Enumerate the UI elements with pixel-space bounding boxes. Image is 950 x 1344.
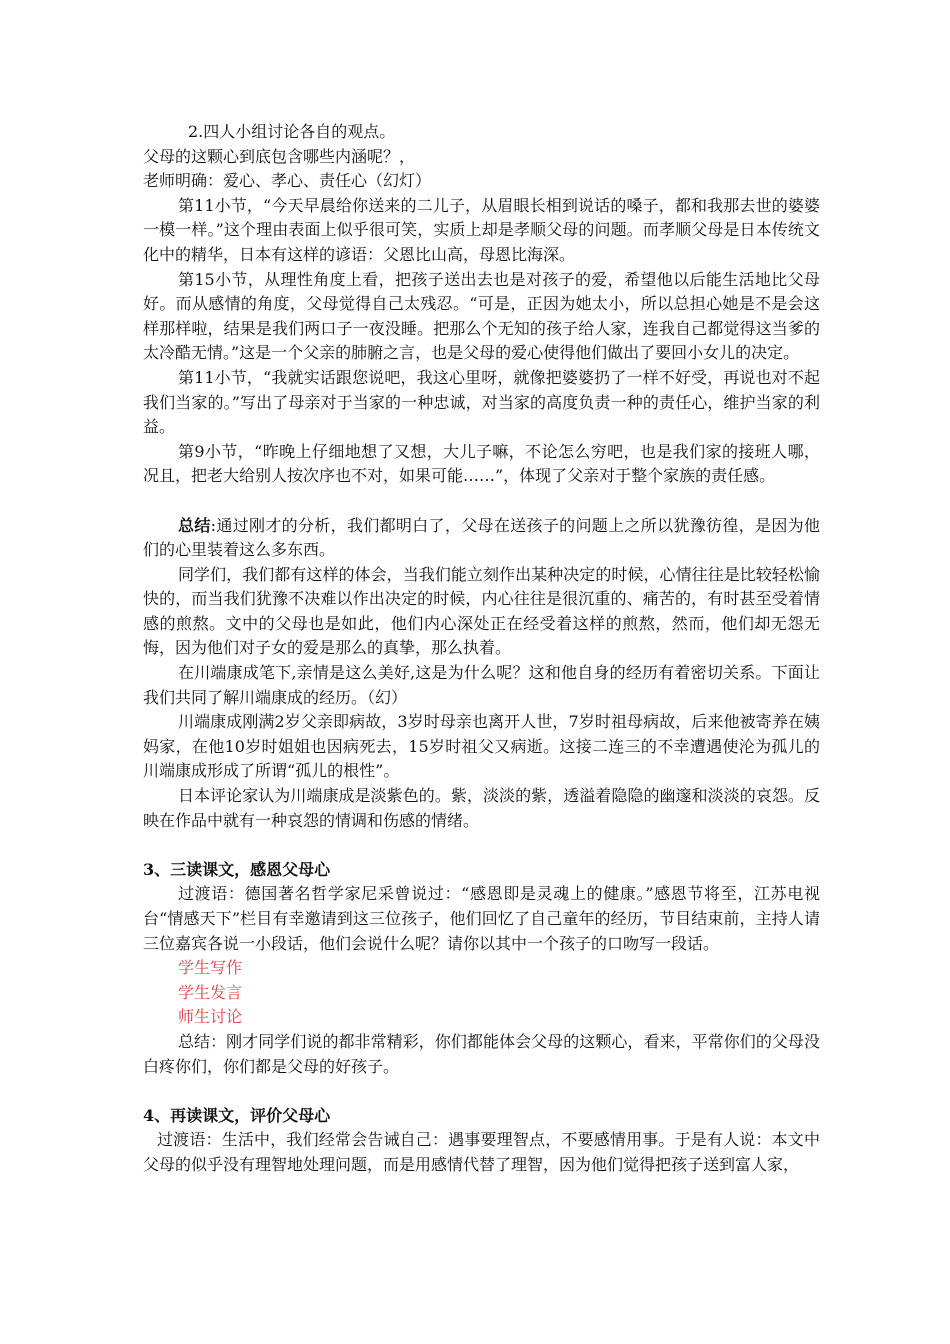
blank-line — [143, 833, 820, 858]
paragraph: 第9小节，“昨晚上仔细地想了又想，大儿子嘛，不论怎么穷吧，也是我们家的接班人哪，况且，把老大给别人按次序也不对，如果可能……”，体现了父亲对于整个家族的责任感。 — [143, 441, 820, 486]
paragraph: 同学们，我们都有这样的体会，当我们能立刻作出某种决定的时候，心情往往是比较轻松愉快的，而当我们犹豫不决难以作出决定的时候，内心往往是很沉重的、痛苦的，有时甚至受着情感的煎熬。文中的父母也是如此，他们内心深处正在经受着这样的煎熬，然而，他们却无怨无悔，因为他们对子女的爱是那么的真挚，那么执着。 — [143, 564, 820, 658]
summary-paragraph — [143, 514, 820, 563]
section-heading: 4、再读课文，评价父母心 — [143, 1105, 331, 1125]
paragraph: 川端康成刚满2岁父亲即病故，3岁时母亲也离开人世，7岁时祖母病故，后来他被寄养在姨妈家，在他10岁时姐姐也因病死去，15岁时祖父又病逝。这接二连三的不幸遭遇使沦为孤儿的川端康成形成了所谓“孤儿的根性”。 — [143, 712, 820, 781]
paragraph: 第15小节，从理性角度上看，把孩子送出去也是对孩子的爱，希望他以后能生活地比父母好。而从感情的角度，父母觉得自己太残忍。“可是，正因为她太小，所以总担心她是不是会这样那样啦，结果是我们两口子一夜没睡。把那么个无知的孩子给人家，连我自己都觉得这当爹的太冷酷无情。”这是一个父亲的肺腑之言，也是父母的爱心使得他们做出了要回小女儿的决定。 — [143, 269, 820, 363]
paragraph: 第11小节，“今天早晨给你送来的二儿子，从眉眼长相到说话的嗓子，都和我那去世的婆婆一模一样。”这个理由表面上似乎很可笑，实质上却是孝顺父母的问题。而孝顺父母是日本传统文化中的精华，日本有这样的谚语：父恩比山高，母恩比海深。 — [143, 195, 820, 264]
summary-label: 总结 — [178, 515, 211, 535]
paragraph: 父母的这颗心到底包含哪些内涵呢？， — [143, 146, 416, 166]
paragraph: 总结：刚才同学们说的都非常精彩，你们都能体会父母的这颗心，看来，平常你们的父母没白疼你们，你们都是父母的好孩子。 — [143, 1031, 820, 1076]
activity-item: 学生发言 — [178, 982, 243, 1002]
blank-line — [143, 1079, 820, 1104]
activity-item: 师生讨论 — [178, 1007, 243, 1027]
paragraph: 日本评论家认为川端康成是淡紫色的。紫，淡淡的紫，透溢着隐隐的幽邃和淡淡的哀怨。反映在作品中就有一种哀怨的情调和伤感的情绪。 — [143, 786, 820, 830]
paragraph: 在川端康成笔下,亲情是这么美好,这是为什么呢？这和他自身的经历有着密切关系。下面让我们共同了解川端康成的经历。（幻） — [143, 663, 820, 707]
paragraph: 过渡语：生活中，我们经常会告诫自己：遇事要理智点，不要感情用事。于是有人说：本文中父母的似乎没有理智地处理问题，而是用感情代替了理智，因为他们觉得把孩子送到富人家， — [143, 1130, 820, 1174]
paragraph: 2.四人小组讨论各自的观点。 — [188, 122, 396, 141]
blank-line — [143, 489, 820, 514]
paragraph: 第11小节，“我就实话跟您说吧，我这心里呀，就像把婆婆扔了一样不好受，再说也对不起我们当家的。”写出了母亲对于当家的一种忠诚，对当家的高度负责一种的责任心，维护当家的利益。 — [143, 367, 820, 437]
paragraph: 老师明确：爱心、孝心、责任心（幻灯） — [143, 171, 432, 191]
summary-text: :通过刚才的分析，我们都明白了，父母在送孩子的问题上之所以犹豫彷徨，是因为他们的心里装着这么多东西。 — [143, 515, 820, 560]
section-heading: 3、三读课文，感恩父母心 — [143, 859, 331, 879]
activity-item: 学生写作 — [178, 958, 243, 978]
paragraph: 过渡语：德国著名哲学家尼采曾说过：“感恩即是灵魂上的健康。”感恩节将至，江苏电视台“情感天下”栏目有幸邀请到这三位孩子，他们回忆了自己童年的经历，节目结束前，主持人请三位嘉宾各说一小段话，他们会说什么呢？请你以其中一个孩子的口吻写一段话。 — [143, 884, 820, 953]
